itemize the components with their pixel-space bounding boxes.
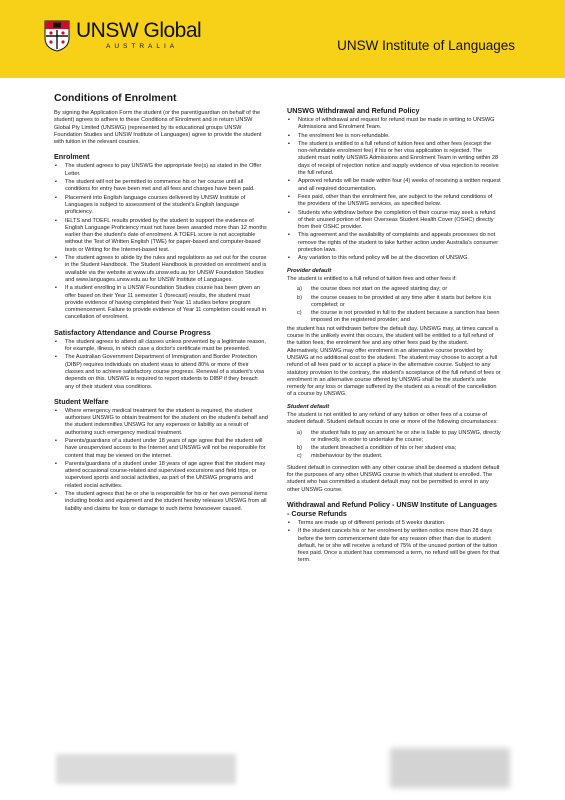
blurred-footer-left — [56, 754, 236, 784]
item-label: a) — [297, 429, 302, 436]
list-item: ▪ If a student enrolling in a UNSW Foundation Studies course has been given an offer based on their Year 11 semester 1 (forecast) results, the student must provide evidence of having completed their Year 11 studies before program commencement. Failure to provide evidence of Year 11 completion could result in cancellation of enrolment. — [54, 285, 268, 321]
unsw-crest-icon — [44, 20, 70, 52]
lettered-item — [287, 286, 501, 293]
brand-country: AUSTRALIA — [106, 43, 179, 50]
provider-default-heading: Provider default — [287, 267, 332, 274]
item-label: b) — [297, 445, 302, 452]
list-item: ▪ The student agrees to abide by the rules and regulations as set out for the course in the Student Handbook. The Student Handbook is provided on enrolment and is available via the website at www.ufs.unsw.edu.au for UNSW Foundation Studies and www.languages.unsw.edu.au for UNSW Institute of Languages. — [54, 255, 268, 284]
blurred-footer-right — [390, 748, 510, 788]
intro-paragraph: By signing the Application Form the student (or the parent/guardian on behalf of the student) agrees to adhere to these Conditions of Enrolment and in return UNSW Global Pty Limited (UNSWG) (represented by its educational groups UNSW Foundation Studies and UNSW Institute of Languages) agree to provide the student with tuition in the relevant courses. — [54, 110, 262, 146]
list-item: ▪ Approved refunds will be made within four (4) weeks of receiving a written request and all required documentation. — [287, 178, 501, 193]
list-item: ▪ The student agrees to attend all classes unless prevented by a legitimate reason, for example, illness, in which case a doctor's certificate must be presented. — [54, 339, 268, 354]
item-label: c) — [297, 453, 302, 460]
student-default-heading: Student default — [287, 403, 330, 410]
lettered-item — [287, 453, 501, 460]
welfare-list — [54, 408, 268, 513]
attendance-list — [54, 339, 268, 391]
enrolment-heading: Enrolment — [54, 152, 90, 162]
list-item: ▪ Where emergency medical treatment for the student is required, the student authorises UNSWG to obtain treatment for the student on the student's behalf and the student indemnifies UNSWG for any expenses or liability as a result of authorising such emergency medical treatment. — [54, 408, 268, 437]
list-item: ▪ Fees paid, other than the enrolment fee, are subject to the refund conditions of the providers of the UNSWG services, as specified below. — [287, 194, 501, 209]
lettered-item — [287, 310, 501, 325]
lettered-item — [287, 295, 501, 310]
list-item: ▪ Notice of withdrawal and request for refund must be made in writing to UNSWG Admissions and Enrolment Team. — [287, 117, 501, 132]
list-item: ▪ Placement into English language courses delivered by UNSW Institute of Languages is subject to assessment of the student's English language proficiency. — [54, 195, 268, 217]
list-item: ▪ Any variation to this refund policy will be at the discretion of UNSWG. — [287, 255, 501, 262]
lettered-item — [287, 445, 501, 452]
list-item: ▪ The enrolment fee is non-refundable. — [287, 133, 501, 140]
brand-name: UNSW Global — [76, 19, 202, 42]
provider-default-body: the student has not withdrawn before the default day. UNSWG may, at times cancel a course in the unlikely event this occurs, the student will be entitled to a full refund of the tuition fees, the enrolment fee and any other fees paid by the student. Alternatively, UNSWG may offer enrolment in an alternative course provided by UNSWG at no additional cost to the student. The student may choose to accept a full refund of all fees paid or to accept a place in the alternative course. Subject to any statutory provision to the contrary, the student's acceptance of the full refund of fees or enrolment in an alternative course offered by UNSWG shall be the student's sole remedy for any loss or damage suffered by the student as a result of the cancellation of a course by UNSWG. — [287, 325, 501, 398]
lettered-item — [287, 430, 501, 445]
item-text: the student fails to pay an amount he or she is liable to pay UNSWG, directly or indirectly, in order to undertake the course; — [311, 429, 501, 443]
student-default-intro: The student is not entitled to any refund of any tuition or other fees of a course of student default. Student default occurs in one or more of the following circumstances: — [287, 411, 498, 426]
list-item: ▪ IELTS and TOEFL results provided by the student to support the evidence of English Language Proficiency must not have been awarded more than 12 months earlier than the student's date of enrolment. A TOEFL score is not acceptable without the Test of Written English (TWE) for paper-based and computer-based tests or Writing for the Internet-based test. — [54, 218, 268, 254]
institute-name: UNSW Institute of Languages — [337, 38, 515, 53]
list-item: ▪ Terms are made up of different periods of 5 weeks duration. — [287, 520, 501, 527]
item-text: the course ceases to be provided at any time after it starts but before it is completed; or — [311, 294, 492, 308]
list-item: ▪ The student will not be permitted to commence his or her course until all conditions for entry have been met and all fees and charges have been paid. — [54, 179, 268, 194]
list-item: ▪ Parents/guardians of a student under 18 years of age agree that the student may attend occasional course-related and supervised excursions and field trips, or supervised sports and social activities, as part of the UNSWG programs and related social activities. — [54, 461, 268, 490]
student-default-body: Student default in connection with any other course shall be deemed a student default for the purposes of any other UNSWG course in which that student is enrolled. The student who has committed a student default may not be permitted to enrol in any other UNSWG course. — [287, 464, 500, 493]
list-item: ▪ The student is entitled to a full refund of tuition fees and other fees (except the non-refundable enrolment fee) if his or her visa application is rejected. The student must notify UNSWG Admissions and Enrolment Team in writing within 28 days of receipt of rejection notice and supply evidence of visa rejection to receive the full refund. — [287, 141, 501, 177]
list-item: ▪ If the student cancels his or her enrolment by written notice more than 28 days before the term commencement date for any reason other than due to student default, he or she will receive a refund of 75% of the unused portion of the tuition fees paid. Once a student has commenced a term, no refund will be given for that term. — [287, 528, 501, 564]
attendance-heading: Satisfactory Attendance and Course Progress — [54, 327, 211, 337]
ilc-refund-heading: Withdrawal and Refund Policy - UNSW Institute of Languages - Course Refunds — [287, 499, 497, 518]
list-item: ▪ The Australian Government Department of Immigration and Border Protection (DIBP) requires individuals on student visas to attend 80% or more of their classes and to achieve satisfactory course progress. Renewal of a student's visa depends on this. UNSWG is required to report students to DIBP if they breach any of their student visa conditions. — [54, 354, 268, 390]
item-label: c) — [297, 310, 302, 317]
welfare-heading: Student Welfare — [54, 396, 109, 406]
list-item: ▪ Students who withdraw before the completion of their course may seek a refund of their unused portion of their Overseas Student Health Cover (OSHC) directly from their OSHC provider. — [287, 210, 501, 232]
unsw-global-logo — [44, 20, 201, 52]
provider-default-intro: The student is entitled to a full refund of tuition fees and other fees if: — [287, 275, 457, 282]
ilc-refund-list — [287, 520, 501, 565]
item-text: misbehaviour by the student. — [311, 453, 383, 460]
withdrawal-list — [287, 117, 501, 263]
item-label: a) — [297, 286, 302, 293]
left-column — [54, 92, 268, 514]
right-column — [287, 92, 501, 566]
list-item: ▪ The student agrees that he or she is responsible for his or her own personal items including books and equipment and the student hereby releases UNSWG from all liability and claims for loss or damage to such items howsoever caused. — [54, 491, 268, 513]
withdrawal-heading: UNSWG Withdrawal and Refund Policy — [287, 106, 420, 115]
enrolment-list — [54, 163, 268, 321]
item-text: the course does not start on the agreed starting day; or — [311, 286, 448, 293]
page-title: Conditions of Enrolment — [54, 92, 177, 104]
list-item: ▪ Parents/guardians of a student under 18 years of age agree that the student will have unsupervised access to the Internet and UNSWG will not be responsible for content that may be viewed on the internet. — [54, 438, 268, 460]
list-item: ▪ The student agrees to pay UNSWG the appropriate fee(s) as stated in the Offer Letter. — [54, 163, 268, 178]
item-text: the course is not provided in full to the student because a sanction has been imposed on the registered provider; and — [311, 310, 500, 324]
header-banner — [0, 0, 565, 78]
item-label: b) — [297, 294, 302, 301]
item-text: the student breached a condition of his or her student visa; — [311, 445, 457, 452]
list-item: ▪ This agreement and the availability of complaints and appeals processes do not remove the rights of the student to take further action under Australia's consumer protection laws. — [287, 232, 501, 254]
